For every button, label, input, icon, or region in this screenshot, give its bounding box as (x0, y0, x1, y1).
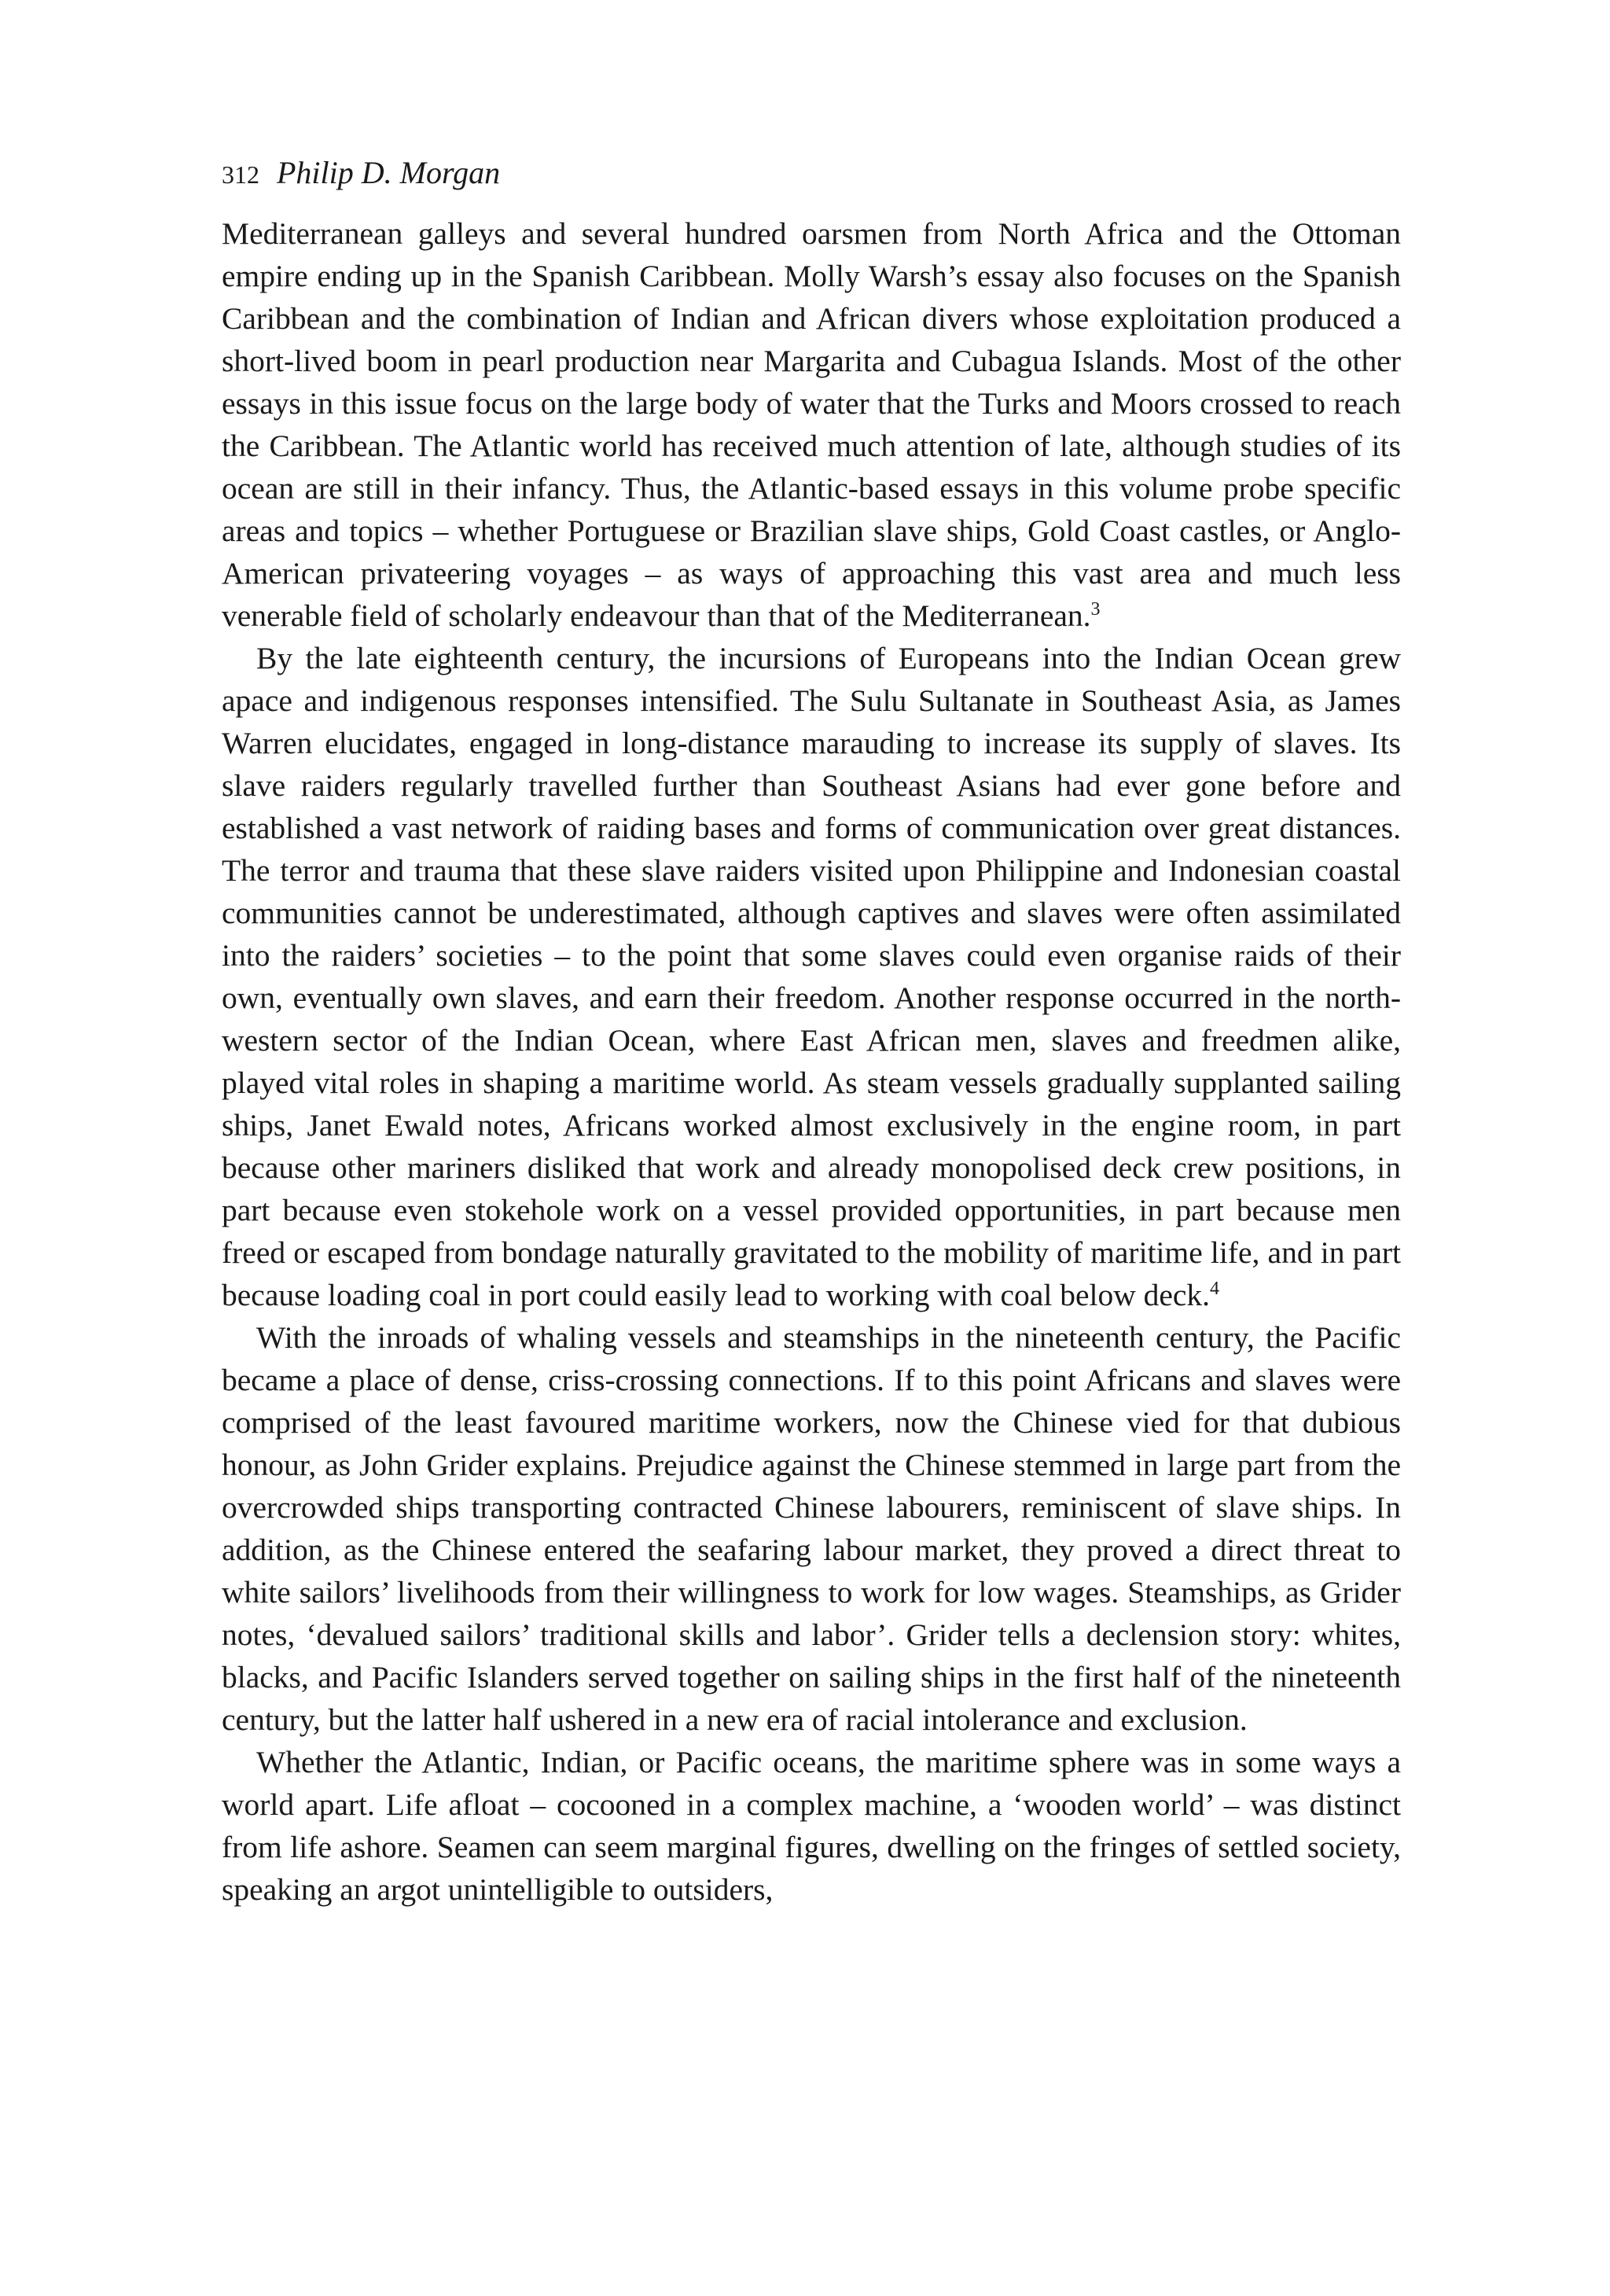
footnote-marker[interactable]: 3 (1090, 598, 1101, 620)
paragraph-text: Mediterranean galleys and several hundred oarsmen from North Africa and the Ottoman empire ending up in the Spanish Caribbean. Molly Warsh’s essay also focuses on the Spanish Caribbean and the combination of Indian and African divers whose exploitation produced a short-lived boom in pearl production near Margarita and Cubagua Islands. Most of the other essays in this issue focus on the large body of water that the Turks and Moors crossed to reach the Caribbean. The Atlantic world has received much attention of late, although studies of its ocean are still in their infancy. Thus, the Atlantic-based essays in this volume probe specific areas and topics – whether Portuguese or Brazilian slave ships, Gold Coast castles, or Anglo-American privateering voyages – as ways of approaching this vast area and much less venerable field of scholarly endeavour than that of the Mediterranean. (222, 216, 1401, 633)
paragraph (222, 212, 1401, 637)
document-page (222, 154, 1401, 1911)
page-number: 312 (222, 160, 259, 189)
paragraph (222, 1316, 1401, 1741)
running-head (222, 154, 1401, 193)
paragraph (222, 1741, 1401, 1911)
running-head-author: Philip D. Morgan (277, 155, 501, 190)
body-text (222, 212, 1401, 1911)
paragraph-text: With the inroads of whaling vessels and steamships in the nineteenth century, the Pacific became a place of dense, criss-crossing connections. If to this point Africans and slaves were comprised of the least favoured maritime workers, now the Chinese vied for that dubious honour, as John Grider explains. Prejudice against the Chinese stemmed in large part from the overcrowded ships transporting contracted Chinese labourers, reminiscent of slave ships. In addition, as the Chinese entered the seafaring labour market, they proved a direct threat to white sailors’ livelihoods from their willingness to work for low wages. Steamships, as Grider notes, ‘devalued sailors’ traditional skills and labor’. Grider tells a declension story: whites, blacks, and Pacific Islanders served together on sailing ships in the first half of the nineteenth century, but the latter half ushered in a new era of racial intolerance and exclusion. (222, 1320, 1401, 1737)
paragraph (222, 637, 1401, 1316)
paragraph-text: Whether the Atlantic, Indian, or Pacific oceans, the maritime sphere was in some ways a world apart. Life afloat – cocooned in a complex machine, a ‘wooden world’ – was distinct from life ashore. Seamen can seem marginal figures, dwelling on the fringes of settled society, speaking an argot unintelligible to outsiders, (222, 1745, 1401, 1907)
paragraph-text: By the late eighteenth century, the incursions of Europeans into the Indian Ocean grew apace and indigenous responses intensified. The Sulu Sultanate in Southeast Asia, as James Warren elucidates, engaged in long-distance marauding to increase its supply of slaves. Its slave raiders regularly travelled further than Southeast Asians had ever gone before and established a vast network of raiding bases and forms of communication over great distances. The terror and trauma that these slave raiders visited upon Philippine and Indonesian coastal communities cannot be underestimated, although captives and slaves were often assimilated into the raiders’ societies – to the point that some slaves could even organise raids of their own, eventually own slaves, and earn their freedom. Another response occurred in the north-western sector of the Indian Ocean, where East African men, slaves and freedmen alike, played vital roles in shaping a maritime world. As steam vessels gradually supplanted sailing ships, Janet Ewald notes, Africans worked almost exclusively in the engine room, in part because other mariners disliked that work and already monopolised deck crew positions, in part because even stokehole work on a vessel provided opportunities, in part because men freed or escaped from bondage naturally gravitated to the mobility of maritime life, and in part because loading coal in port could easily lead to working with coal below deck. (222, 641, 1401, 1312)
footnote-marker[interactable]: 4 (1210, 1278, 1220, 1299)
